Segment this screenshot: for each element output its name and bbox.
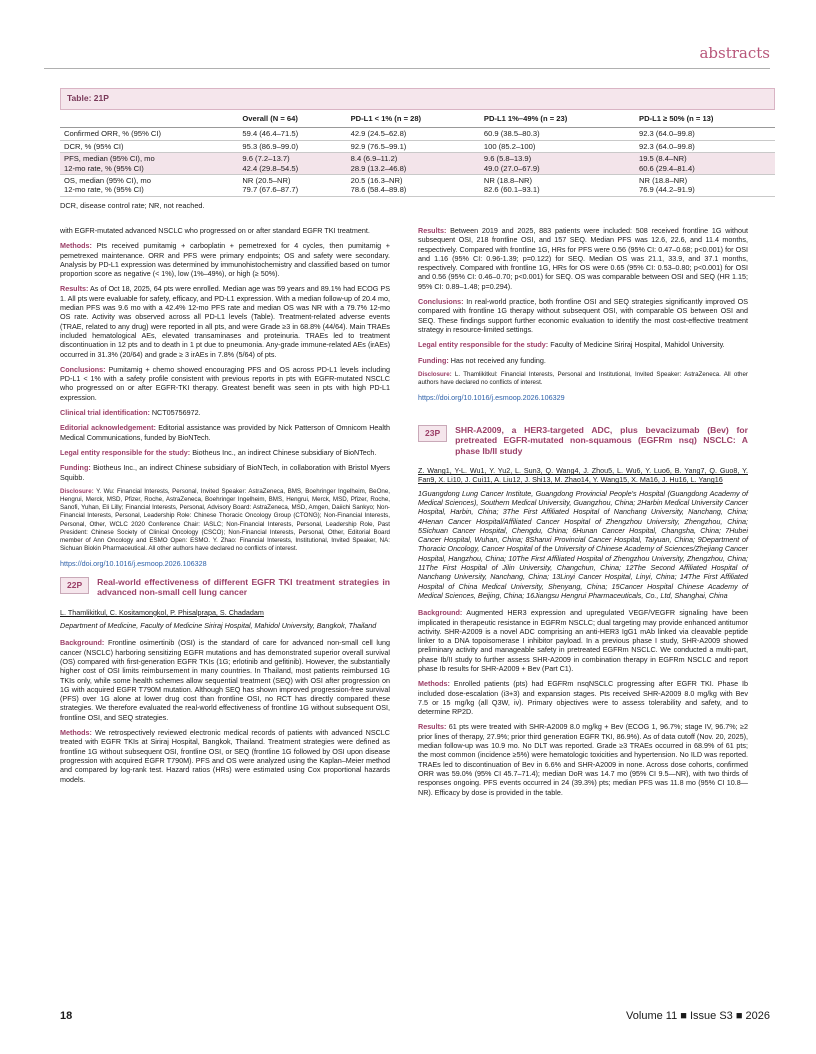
table-caption: Table: 21P [60, 88, 775, 110]
table-cell: PFS, median (95% CI), mo 12-mo rate, % (95% CI) [60, 153, 238, 175]
table-cell: 8.4 (6.9–11.2) 28.9 (13.2–46.8) [347, 153, 480, 175]
section-heading: Legal entity responsible for the study: [418, 340, 549, 350]
section-text: Between 2019 and 2025, 883 patients were included: 508 received frontline 1G without subsequent OSI, 218 frontline OSI, and 157 SEQ. Median PFS was 12.6, 22.6, and 11.4 months, respectively. Compared with frontline 1G, HRs for PFS were 0.56 (95% CI: 0.47–0.68; p<0.001) for OSI and 1.16 (95% CI: 0.96-1.39; p=0.122) for SEQ. Median OS was 21.1, 33.9, and 37.1 months, respectively. Compared with frontline 1G, HRs for OS were 0.65 (95% CI: 0.53–0.80; p<0.001) for OSI and 0.56 (95% CI: 0.46–0.70; p<0.001) for SEQ. OS was comparable between OSI and SEQ (HR 1.15; 95% CI: 0.89–1.48; p=0.294). [418, 226, 748, 291]
section-text: Pumitamig + chemo showed encouraging PFS and OS across PD-L1 levels including PD-L1 < 1% with a safety profile consistent with previous reports in pts with EGFR-mutated NSCLC who progressed on or after EGFR-TKI therapy. Greatest benefit was seen in pts with high PD-L1 expression. [60, 364, 390, 402]
section-text: Y. Wu: Financial Interests, Personal, Invited Speaker: AstraZeneca, BMS, Boehringer Ingelheim, BeOne, Hengrui, Merck, MSD, Pfizer, Roche, AstraZeneca, Boehringer Ingelheim, BMS, Hengrui, Merck, MSD, Pfizer, Roche, Sanofi, Yuhan, Eli Lilly; Financial Interests, Personal, Advisory Board: AstraZeneca, MSD, Amgen, Daiichi Sankyo; Non-Financial Interests, Personal, Leadership Role: Chinese Thoracic Oncology Group (CTONG); Non-Financial Interests, Personal, Other, WCLC 2020 Conference Chair: IASLC; Non-Financial Interests, Personal, Leadership Role, Past President: Chinese Society of Clinical Oncology (CSCO); Non-Financial Interests, Personal, Other, Editorial Board member of Ann Oncology and ESMO Open: ESMO. Y. Zhao: Financial Interests, Institutional, Invited Speaker, NA: Sichuan Biokin Pharmaceutical. All other authors have declared no conflicts of interest. [60, 487, 390, 553]
table-header-row [60, 110, 775, 128]
section-heading: Methods: [60, 241, 92, 251]
table-cell: 60.9 (38.5–80.3) [480, 128, 635, 140]
column-header: Overall (N = 64) [238, 110, 346, 128]
table-cell: 42.9 (24.5–62.8) [347, 128, 480, 140]
section-heading: Disclosure: [60, 487, 94, 495]
section-heading: Methods: [60, 728, 92, 738]
table-footnote: DCR, disease control rate; NR, not reached. [60, 200, 205, 210]
abstract-22-results [418, 226, 748, 291]
column-header: PD-L1 ≥ 50% (n = 13) [635, 110, 775, 128]
section-text: Frontline osimertinib (OSI) is the standard of care for advanced non-small cell lung cancer (NSCLC) harboring sensitizing EGFR mutations and has demonstrated superior overall survival (OS) compared with first-generation EGFR TKIs (1G; erlotinib and gefitinib). However, the substantially higher cost of OSI limits reimbursement in many countries. In Thailand, most patients reimbursed 1G TKIs only, while some health schemes allow sequential treatment (SEQ) with OSI after progression on 1G with acquired EGFR T790M mutation. Although SEQ has shown improved progression-free survival (PFS) over 1G alone at lower drug cost than frontline OSI, no RCT has directly compared these strategies. We therefore evaluated the real-world effectiveness of frontline 1G without subsequent OSI, frontline OSI, and SEQ strategies. [60, 638, 390, 722]
abstract-23-authors: Z. Wang1, Y-L. Wu1, Y. Yu2, L. Sun3, Q. Wang4, J. Zhou5, L. Wu6, Y. Luo6, B. Yang7, Q. Guo8, Y. Fan9, X. Li10, J. Cui11, A. Liu12, J. Shi13, M. Zhao14, Y. Wang15, X. Ma16, J. Hu16, L. Yang16 [418, 466, 748, 485]
section-text: Has not received any funding. [448, 355, 546, 365]
section-heading: Results: [60, 284, 89, 294]
table-cell: 9.6 (5.8–13.9) 49.0 (27.0–67.9) [480, 153, 635, 175]
abstract-22-title-block [60, 577, 390, 598]
table-body [60, 128, 775, 196]
section-text: We retrospectively reviewed electronic medical records of patients with advanced NSCLC treated with EGFR TKIs at Siriraj Hospital, Bangkok, Thailand. Treatment strategies were defined as frontline 1G without subsequent OSI, frontline OSI, or SEQ (frontline 1G followed by OSI upon disease progression with acquired EGFR T790M). PFS and OS were analyzed using the Kaplan–Meier method and compared by log-rank test. Hazard ratios (HRs) were estimated using Cox proportional hazards models. [60, 728, 390, 784]
data-table [60, 110, 775, 197]
abstract-21-intro: with EGFR-mutated advanced NSCLC who progressed on or after standard EGFR TKI treatment. [60, 226, 370, 235]
column-header: PD-L1 < 1% (n = 28) [347, 110, 480, 128]
abstract-21-editorial [60, 423, 390, 442]
abstract-22-tag: 22P [60, 577, 89, 594]
section-text: In real-world practice, both frontline OSI and SEQ strategies significantly improved OS compared with frontline 1G therapy without subsequent OSI, with comparable OS between OSI and SEQ. These findings support further economic evaluation to identify the most cost-effective treatment strategy in resource-limited settings. [418, 297, 748, 334]
abstract-23-results [418, 722, 748, 796]
section-text: 61 pts were treated with SHR-A2009 8.0 mg/kg + Bev (ECOG 1, 96.7%; stage IV, 96.7%; ≥2 prior lines of therapy, 27.9%; prior third generation EGFR TKI, 86.9%). As of data cutoff (Nov. 20, 2025), median follow-up was 10.9 mo. No DLT was reported. Grade ≥3 TRAEs occurred in 68.9% of 61 pts; the most common (incidence ≥5%) were hematologic toxicities and hypertension. No ILD was reported. TRAEs led to discontinuation of Bev in 6.6% and SHR-A2009 in none. Across dose cohorts, confirmed ORR was 59.0% (95% CI 45.7–71.4); median DoR was 14.7 mo (95% CI 9.5—NR), with two thirds of responses ongoing. PFS events occurred in 24 (39.3%) pts; median PFS was 11.8 mo (95% CI 10.8—NR). Efficacy by dose is provided in the table. [418, 722, 748, 797]
doi-link-21[interactable]: https://doi.org/10.1016/j.esmoop.2026.106328 [60, 559, 207, 569]
column-header: PD-L1 1%–49% (n = 23) [480, 110, 635, 128]
abstract-22-affiliation: Department of Medicine, Faculty of Medicine Siriraj Hospital, Mahidol University, Bangkok, Thailand [60, 621, 377, 631]
doi-link-22[interactable]: https://doi.org/10.1016/j.esmoop.2026.106329 [418, 393, 565, 403]
header-rule [44, 68, 770, 69]
section-text: Biotheus Inc., an indirect Chinese subsidiary of BioNTech. [190, 447, 377, 457]
table-cell: 20.5 (16.3–NR) 78.6 (58.4–89.8) [347, 175, 480, 197]
abstract-22-methods [60, 728, 390, 784]
abstract-21-disclosure [60, 488, 390, 554]
section-text: As of Oct 18, 2025, 64 pts were enrolled. Median age was 59 years and 89.1% had ECOG PS 1. All pts were evaluable for safety, efficacy, and PD-L1 expression. With a median follow-up of 20.4 mo, median PFS was 9.6 mo with a 42.4% 12-mo PFS rate and median OS was NR with a 79.7% 12-mo OS rate. Activity was observed across all PD-L1 levels (Table). Treatment-related adverse events (TRAE, related to any drug) were reported in all pts, and were Grade ≥3 in 68.8% (44/64). Main TRAEs included hematological AEs, elevated transaminases and proteinuria. TRAEs led to treatment discontinuation in 12 pts and to death in 1 pt due to pneumonia. Any-grade immune-related AEs (irAEs) occurred in 31.3% (20/64) and grade ≥ 3 irAEs in 7.8% (5/64) of pts. [60, 284, 390, 359]
running-header: abstracts [699, 44, 770, 62]
table-cell: 9.6 (7.2–13.7) 42.4 (29.8–54.5) [238, 153, 346, 175]
section-heading: Conclusions: [418, 297, 464, 307]
abstract-21-legal [60, 448, 390, 457]
abstract-21-methods [60, 241, 390, 278]
section-text: Faculty of Medicine Siriraj Hospital, Mahidol University. [548, 340, 725, 350]
section-heading: Legal entity responsible for the study: [60, 447, 191, 457]
section-text: Editorial assistance was provided by Nick Patterson of Omnicom Health Medical Communications, funded by BioNTech. [60, 423, 390, 442]
abstract-22-disclosure [418, 371, 748, 387]
abstract-21-funding [60, 463, 390, 482]
section-heading: Conclusions: [60, 364, 106, 374]
section-text: Enrolled patients (pts) had EGFRm nsqNSCLC progressing after EGFR TKI. Phase Ib included dose-escalation (i3+3) and expansion stages. Pts received SHR-A2009 8.0 mg/kg with Bev 7.5 or 15 mg/kg (all Q3W, iv). Primary objectives were to assess tolerability and safety, and to determine RP2D. [418, 679, 748, 717]
section-text: Augmented HER3 expression and upregulated VEGF/VEGFR signaling have been implicated in therapeutic resistance in EGFRm NSCLC; dual targeting may provide enhanced antitumor activity. SHR-A2009 is a novel ADC comprising an anti-HER3 IgG1 mAb linked via cleavable peptide linker to a DNA topoisomerase I inhibitor payload. In a previous phase I study, SHR-A2009 showed preliminary activity and manageable safety in pretreated EGFRm NSCLC. We conducted a multi-part, phase Ib/II study to further assess SHR-A2009 in combination therapy in EGFRm NSCLC and report phase Ib results for SHR-A2009 + Bev (Part C1). [418, 608, 748, 673]
table-row [60, 175, 775, 197]
table-cell: NR (20.5–NR) 79.7 (67.6–87.7) [238, 175, 346, 197]
table-cell: NR (18.8–NR) 76.9 (44.2–91.9) [635, 175, 775, 197]
section-heading: Clinical trial identification: [60, 408, 150, 418]
abstract-22-authors: L. Thamlikitkul, C. Kositamongkol, P. Phisalprapa, S. Chadadam [60, 607, 264, 617]
column-header [60, 110, 238, 128]
table-cell: 92.3 (64.0–99.8) [635, 128, 775, 140]
abstract-23-tag: 23P [418, 425, 447, 442]
section-heading: Disclosure: [418, 370, 452, 378]
abstract-21-conclusions [60, 365, 390, 402]
results-table [60, 88, 775, 210]
table-cell: NR (18.8–NR) 82.6 (60.1–93.1) [480, 175, 635, 197]
section-text: Biotheus Inc., an indirect Chinese subsidiary of BioNTech, in collaboration with Bristol Myers Squibb. [60, 463, 390, 482]
table-row [60, 153, 775, 175]
abstract-22-funding [418, 356, 748, 365]
abstract-22-background [60, 638, 390, 722]
table-cell: 92.9 (76.5–99.1) [347, 140, 480, 152]
section-heading: Background: [418, 608, 463, 618]
section-heading: Funding: [418, 355, 449, 365]
abstract-23-methods [418, 679, 748, 716]
table-cell: Confirmed ORR, % (95% CI) [60, 128, 238, 140]
section-heading: Results: [418, 226, 447, 235]
right-column [418, 226, 748, 803]
table-cell: DCR, % (95% CI) [60, 140, 238, 152]
table-cell: 100 (85.2–100) [480, 140, 635, 152]
section-heading: Funding: [60, 463, 91, 473]
abstract-22-legal [418, 340, 748, 349]
abstract-22-conclusions [418, 297, 748, 334]
table-cell: OS, median (95% CI), mo 12-mo rate, % (95% CI) [60, 175, 238, 197]
table-cell: 59.4 (46.4–71.5) [238, 128, 346, 140]
abstract-21-results [60, 284, 390, 358]
section-text: Pts received pumitamig + carboplatin + pemetrexed for 4 cycles, then pumitamig + pemetrexed maintenance. ORR and PFS were primary endpoints; OS and safety were secondary. Analysis by PD-L1 expression was determined by immunohistochemistry and classified based on tumor proportion score as negative (< 1%), low (1%–49%), or high (≥ 50%). [60, 241, 390, 279]
table-cell: 92.3 (64.0–99.8) [635, 140, 775, 152]
section-heading: Background: [60, 638, 105, 648]
abstract-22-title: Real-world effectiveness of different EGFR TKI treatment strategies in advanced non-small cell lung cancer [97, 576, 390, 598]
table-cell: 95.3 (86.9–99.0) [238, 140, 346, 152]
section-heading: Results: [418, 722, 447, 732]
abstract-23-background [418, 608, 748, 673]
table-cell: 19.5 (8.4–NR) 60.6 (29.4–81.4) [635, 153, 775, 175]
table-row [60, 140, 775, 152]
abstract-21-trial [60, 408, 390, 417]
table-row [60, 128, 775, 140]
page-number: 18 [60, 1010, 73, 1022]
section-text: NCT05756972. [149, 408, 201, 418]
left-column [60, 226, 390, 790]
section-heading: Methods: [418, 679, 450, 689]
abstract-23-affiliation: 1Guangdong Lung Cancer Institute, Guangdong Provincial People's Hospital (Guangdong Academy of Medical Sciences), Southern Medical University, Guangzhou, China; 2Harbin Medical University Cancer Hospital, Harbin, China; 3The First Affiliated Hospital of Nanchang University, Nanchang, China; 4Henan Cancer Hospital/Affiliated Cancer Hospital of Zhengzhou University, Zhengzhou, China; 5Sichuan Cancer Hospital, Chengdu, China; 6Hunan Cancer Hospital, Changsha, China; 7Hubei Cancer Hospital, Wuhan, China; 8Shanxi Provincial Cancer Hospital, Taiyuan, China; 9Department of Thoracic Oncology, Cancer Hospital of the University of Chinese Academy of Sciences/Zhejiang Cancer Hospital, Hangzhou, China; 10The First Affiliated Hospital of Zhengzhou University, Zhengzhou, China; 11The First Hospital of Jilin University, Changchun, China; 12The Second Affiliated Hospital of Nanchang University, Nanchang, China; 13Linyi Cancer Hospital, Linyi, China; 14The First Affiliated Hospital of China Medical University, Shenyang, China; 15Cancer Hospital Chinese Academy of Medical Sciences, Beijing, China; 16Jiangsu Hengrui Pharmaceuticals, Co., Ltd, Shanghai, China [418, 488, 748, 600]
section-text: L. Thamlikitkul: Financial Interests, Personal and Institutional, Invited Speaker: AstraZeneca. All other authors have declared no conflicts of interest. [418, 370, 748, 387]
abstract-23-title: SHR-A2009, a HER3-targeted ADC, plus bevacizumab (Bev) for pretreated EGFR-mutated non-squamous (EGFRm nsq) NSCLC: A phase Ib/II study [455, 424, 748, 456]
section-heading: Editorial acknowledgement: [60, 423, 156, 433]
volume-issue: Volume 11 ■ Issue S3 ■ 2026 [626, 1010, 770, 1022]
abstract-23-title-block [418, 425, 748, 457]
